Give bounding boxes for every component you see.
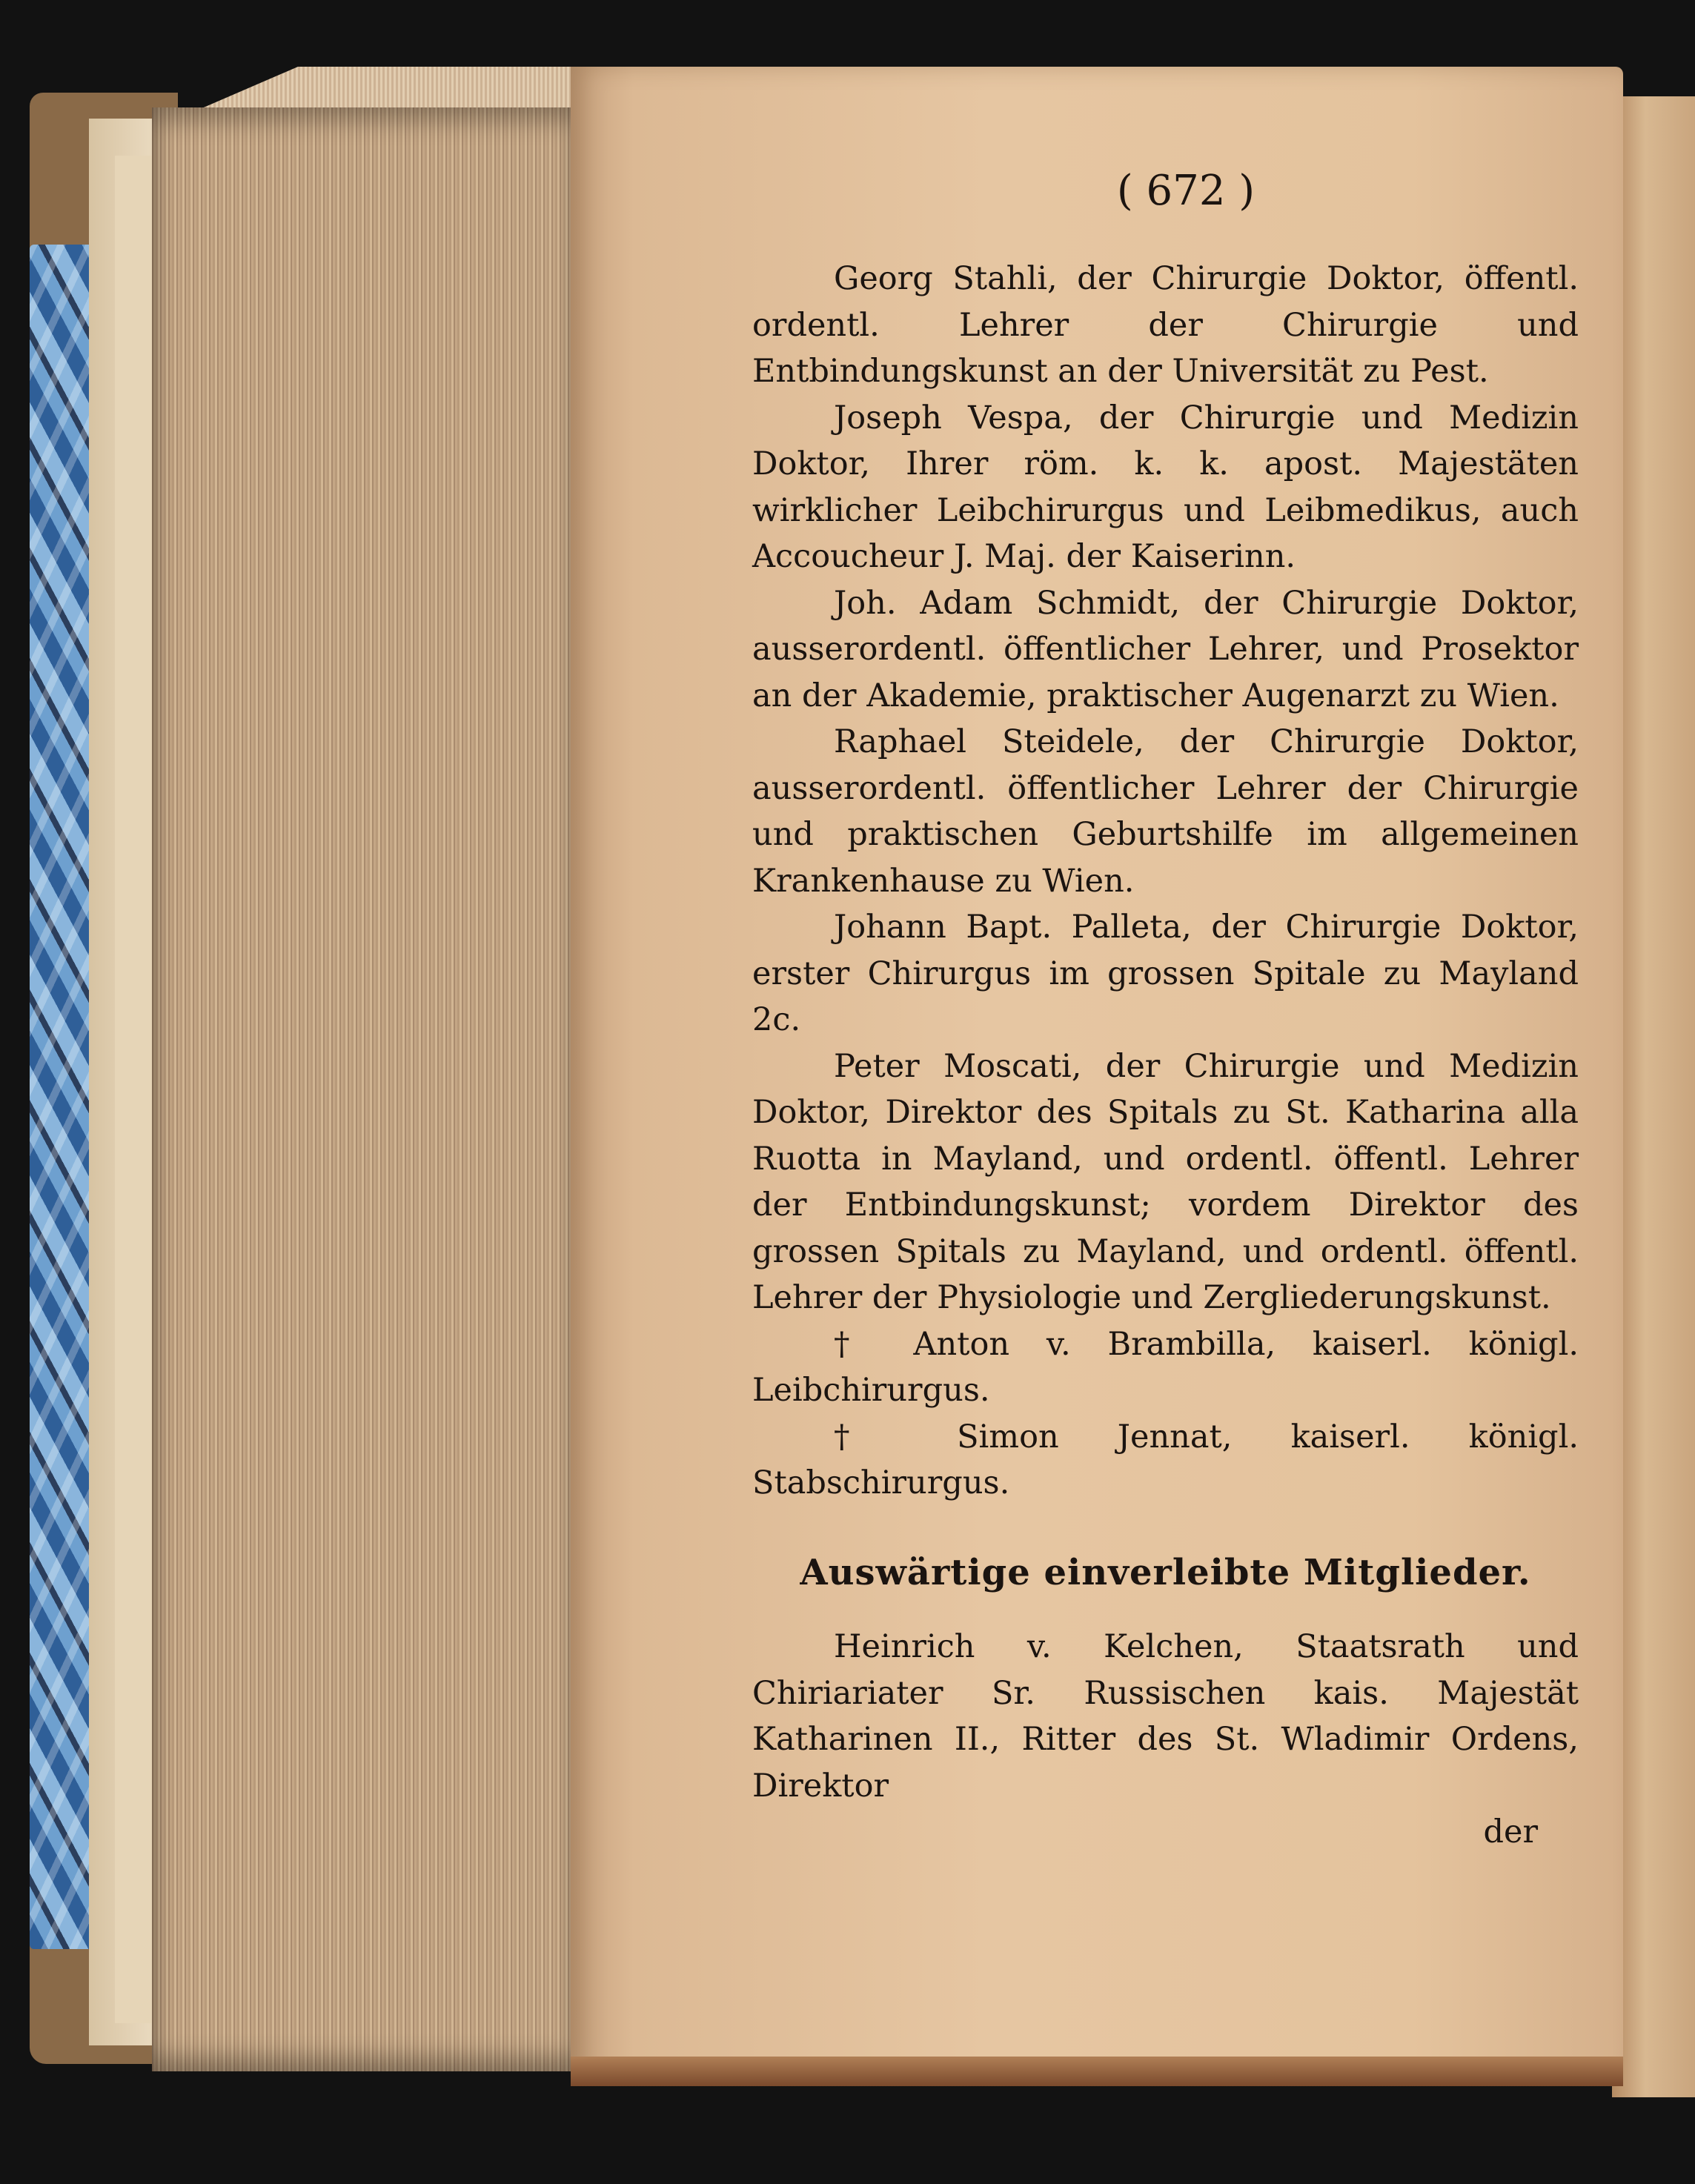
entry-brambilla: † Anton v. Brambilla, kaiserl. königl. Leibchirurgus. [752, 1325, 1579, 1409]
section-heading: Auswärtige einverleibte Mitglieder. [800, 1551, 1531, 1593]
page-number: ( 672 ) [1116, 167, 1256, 215]
entry-moscati: Peter Moscati, der Chirurgie und Medizin Doktor, Direktor des Spitals zu St. Katharina alla Ruotta in Mayland, und ordentl. öffentl. Lehrer der Entbindungskunst; vordem Direktor des grossen Spitals zu Mayland, und ordentl. öffentl. Lehrer der Physiologie und Zergliederungskunst. [752, 1047, 1579, 1316]
entry-steidele: Raphael Steidele, der Chirurgie Doktor, ausserordentl. öffentlicher Lehrer der Chirurgie und praktischen Geburtshilfe im allgemeinen Krankenhause zu Wien. [752, 723, 1579, 900]
catchword: der [1483, 1813, 1538, 1851]
page-text [752, 256, 1579, 1856]
entry-palleta: Johann Bapt. Palleta, der Chirurgie Doktor, erster Chirurgus im grossen Spitale zu Mayland 2c. [752, 909, 1579, 1038]
entry-vespa: Joseph Vespa, der Chirurgie und Medizin Doktor, Ihrer röm. k. k. apost. Majestäten wirklicher Leibchirurgus und Leibmedikus, auch Accoucheur J. Maj. der Kaiserinn. [752, 399, 1579, 575]
entry-stahli: Georg Stahli, der Chirurgie Doktor, öffentl. ordentl. Lehrer der Chirurgie und Entbindungskunst an der Universität zu Pest. [752, 260, 1579, 390]
entry-schmidt: Joh. Adam Schmidt, der Chirurgie Doktor, ausserordentl. öffentlicher Lehrer, und Prosektor an der Akademie, praktischer Augenarzt zu Wien. [752, 584, 1579, 714]
next-page-edge [1612, 96, 1695, 2097]
entry-kelchen: Heinrich v. Kelchen, Staatsrath und Chiriariater Sr. Russischen kais. Majestät Katharinen II., Ritter des St. Wladimir Ordens, Direktor [752, 1628, 1579, 1805]
page-block [152, 107, 578, 2071]
entry-jennat: † Simon Jennat, kaiserl. königl. Stabschirurgus. [752, 1418, 1579, 1501]
page-bottom-edge [571, 2057, 1623, 2086]
